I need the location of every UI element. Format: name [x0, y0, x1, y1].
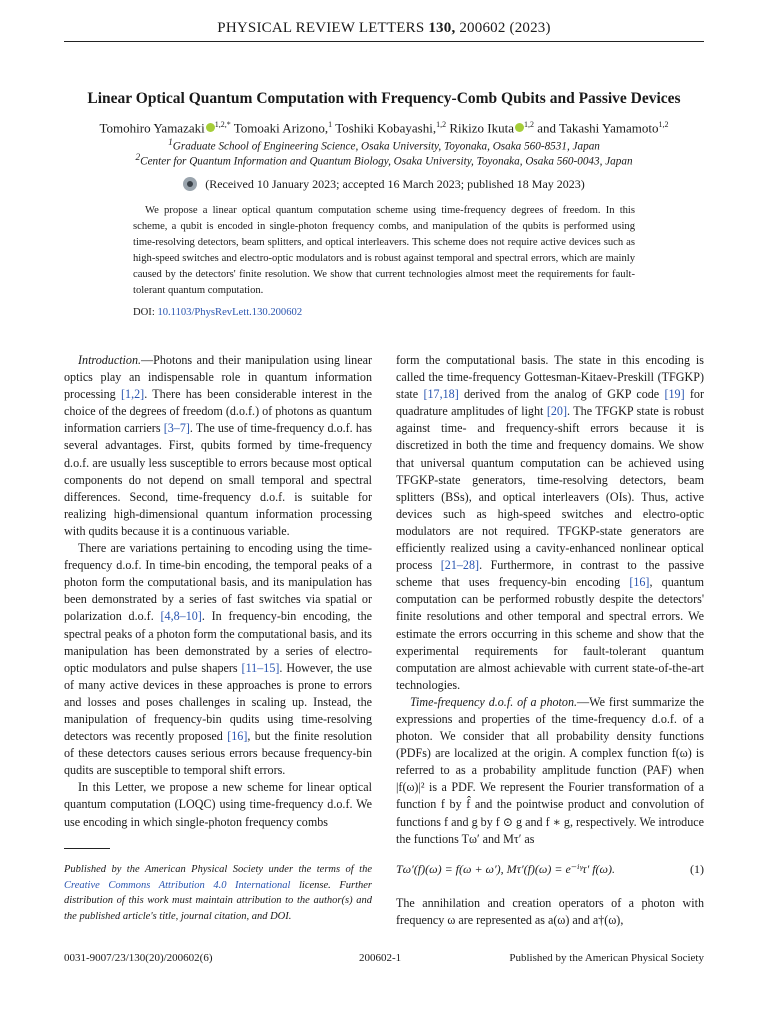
- text: . In frequency-bin encoding, the spectral peaks of a photon form the computational basis, and its manipulation has been demonstrated by a series of electro-optic modulators and pulse shapers: [64, 609, 372, 675]
- text: . There has been considerable interest in the choice of the degrees of freedom (d.o.f.) of photons as quantum information carriers: [64, 387, 372, 436]
- text: . The use of time-frequency d.o.f. has several advantages. First, qubits formed by time-frequency d.o.f. are usually less susceptible to errors because most optical components do not depend on small temporal and spectral differences. Second, time-frequency d.o.f. is suitable for realizing high-dimensional quantum information processing with qudits because it is a continuous variable.: [64, 421, 372, 538]
- equation-number: (1): [690, 862, 704, 876]
- citation-link[interactable]: [20]: [546, 404, 568, 419]
- author-affil: 1,2: [524, 120, 534, 129]
- orcid-icon[interactable]: [206, 123, 215, 132]
- author-name[interactable]: Rikizo Ikuta: [449, 120, 514, 136]
- text: , but the finite resolution of these detectors causes serious errors because frequency-bin qudits are susceptible to temporal shift errors.: [64, 729, 372, 778]
- abstract: We propose a linear optical quantum computation scheme using time-frequency degrees of freedom. In this scheme, a qubit is encoded in single-photon frequency combs, and manipulation of the qubits is performed using time-resolving detectors, beam splitters, and optical interleavers. This scheme does not require active devices such as high-speed switches and electro-optic modulators and is robust against temporal and spectral errors, which are mainly caused by the detectors' finite resolution. We show that current technologies almost meet the requirements for fault-tolerant quantum computation.: [133, 205, 635, 296]
- doi-link[interactable]: 10.1103/PhysRevLett.130.200602: [157, 307, 303, 318]
- license-link[interactable]: Creative Commons Attribution 4.0 International: [64, 879, 291, 891]
- paragraph: [64, 352, 372, 540]
- received-dates: [64, 177, 704, 192]
- affiliation-text: Graduate School of Engineering Science, Osaka University, Toyonaka, Osaka 560-8531, Japan: [172, 140, 600, 153]
- citation-link[interactable]: [21–28]: [440, 558, 480, 573]
- citation-link[interactable]: [11–15]: [241, 660, 280, 675]
- journal-name: PHYSICAL REVIEW LETTERS: [217, 20, 425, 36]
- citation-link[interactable]: [16]: [629, 575, 650, 590]
- author-name[interactable]: and Takashi Yamamoto: [537, 120, 659, 136]
- text: Published by the American Physical Society under the terms of the: [64, 864, 372, 875]
- orcid-icon[interactable]: [515, 123, 524, 132]
- paragraph: [64, 540, 372, 779]
- equation-body: Tω′(f)(ω) = f(ω + ω′), Mτ′(f)(ω) = e⁻ⁱᵞτ′ f(ω).: [396, 862, 616, 876]
- author-affil: 1,2: [436, 120, 447, 129]
- author-affil: 1: [328, 120, 333, 129]
- footer-issn: 0031-9007/23/130(20)/200602(6): [64, 952, 213, 964]
- page-number: 200602-1: [359, 952, 402, 964]
- right-column: [396, 352, 704, 848]
- citation-link[interactable]: [4,8–10]: [160, 609, 202, 624]
- author-name[interactable]: Tomoaki Arizono,: [233, 120, 329, 136]
- text: —We first summarize the expressions and properties of the time-frequency d.o.f. of a photon. We consider that all probability density functions (PDFs) are localized at the origin. A complex function f(ω) is referred to as a probability amplitude function (PAF) when |f(ω)|² is a PDF. We represent the Fourier transformation of a function f by f̂ and the pointwise product and convolution of functions f and g by f ⊙ g and f ∗ g, respectively. We introduce the functions Tω′ and Mτ′ as: [396, 694, 704, 846]
- text: . Furthermore, in contrast to the passive scheme that uses frequency-bin encoding: [396, 558, 704, 590]
- doi: [133, 307, 302, 318]
- received-text: (Received 10 January 2023; accepted 16 March 2023; published 18 May 2023): [205, 177, 585, 191]
- affiliation: [64, 138, 704, 153]
- author-list: [64, 120, 704, 136]
- article-number: 200602 (2023): [459, 20, 551, 36]
- affiliation-text: Center for Quantum Information and Quantum Biology, Osaka University, Toyonaka, Osaka 560-0043, Japan: [140, 155, 633, 168]
- text: form the computational basis. The state in this encoding is called the time-frequency Gottesman-Kitaev-Preskill (TFGKP) state: [396, 353, 704, 402]
- check-for-updates-icon[interactable]: [183, 177, 197, 191]
- text: derived from the analog of GKP code: [458, 387, 665, 402]
- paragraph: [396, 694, 704, 848]
- doi-label: DOI:: [133, 307, 155, 318]
- citation-link[interactable]: [19]: [664, 387, 685, 402]
- license-footnote: [64, 862, 372, 924]
- journal-header: [64, 20, 704, 37]
- citation-link[interactable]: [16]: [227, 729, 248, 744]
- paragraph: The annihilation and creation operators of a photon with frequency ω are represented as a(ω) and a†(ω),: [396, 896, 704, 928]
- affiliation: [64, 153, 704, 168]
- text: . However, the use of many active devices in these approaches is prone to errors and losses and poses challenges in scaling up. Instead, the manipulation of frequency-bin qudits using time-resolving detectors was recently proposed: [64, 660, 372, 744]
- paper-title: Linear Optical Quantum Computation with Frequency-Comb Qubits and Passive Devices: [87, 90, 681, 107]
- footer-publisher: Published by the American Physical Society: [509, 952, 704, 964]
- text: , quantum computation can be performed robustly despite the detectors' finite resolutions and other temporal and spectral errors. We estimate the errors occurring in this scheme and show that the experimental requirements for fault-tolerant quantum computation are almost achievable with current state-of-the-art technologies.: [396, 575, 704, 692]
- text: There are variations pertaining to encoding using the time-frequency d.o.f. In time-bin encoding, the temporal peaks of a photon form the computational basis, and its manipulation has been demonstrated by a series of fast switches via spatial or polarization d.o.f.: [64, 541, 372, 624]
- equation-1: [396, 862, 704, 877]
- citation-link[interactable]: [3–7]: [163, 421, 190, 436]
- text: for quadrature amplitudes of light: [396, 387, 704, 419]
- author-name[interactable]: Toshiki Kobayashi,: [335, 120, 437, 136]
- footnote-rule: [64, 848, 110, 849]
- author-affil: 1,2,*: [214, 120, 231, 129]
- paragraph: [396, 352, 704, 694]
- citation-link[interactable]: [1,2]: [121, 387, 145, 402]
- left-column: [64, 352, 372, 831]
- header-rule: [64, 41, 704, 42]
- text: license. Further distribution of this work must maintain attribution to the author(s) and the published article's title, journal citation, and DOI.: [64, 879, 372, 922]
- author-affil: 1,2: [658, 120, 669, 129]
- text: . The TFGKP state is robust against time- and frequency-shift errors because it is discretized in both the time and frequency domains. We show that universal quantum computation can be achieved using TFGKP-state generators, time-resolving detectors, beam splitters (BSs), and optical interleavers (OIs). Thus, active devices such as high-speed switches and electro-optic modulators are not required. TFGKP-state generators are efficiently realized using a cavity-enhanced nonlinear optical process: [396, 404, 705, 573]
- affiliation-number: 1: [168, 138, 173, 148]
- journal-volume: 130,: [428, 20, 456, 36]
- section-heading: Time-frequency d.o.f. of a photon.: [410, 694, 578, 709]
- author-name[interactable]: Tomohiro Yamazaki: [99, 120, 205, 136]
- section-heading: Introduction.: [78, 353, 142, 367]
- citation-link[interactable]: [17,18]: [423, 387, 459, 402]
- affiliation-number: 2: [135, 153, 141, 163]
- paragraph: In this Letter, we propose a new scheme for linear optical quantum computation (LOQC) using time-frequency d.o.f. We use encoding in which single-photon frequency combs: [64, 780, 372, 829]
- text: —Photons and their manipulation using linear optics play an indispensable role in quantum information processing: [64, 353, 372, 402]
